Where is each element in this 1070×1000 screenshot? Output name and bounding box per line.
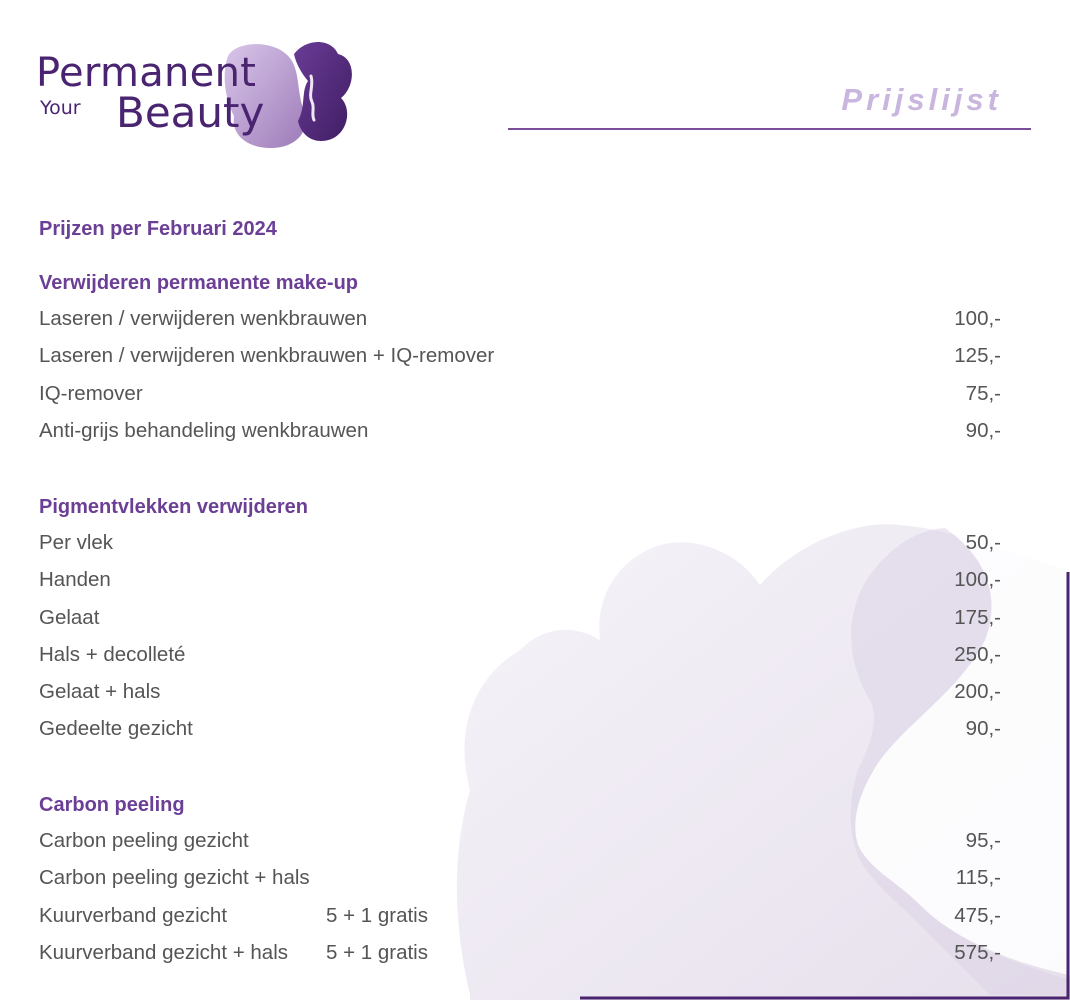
- service-price: 95,-: [965, 829, 1001, 852]
- price-row: [39, 381, 1005, 418]
- logo-text-your: Your: [40, 97, 81, 119]
- service-price: 100,-: [954, 568, 1001, 592]
- service-price: 125,-: [954, 344, 1001, 368]
- header-divider: [508, 128, 1031, 130]
- service-label: IQ-remover: [39, 381, 143, 405]
- service-label: Kuurverband gezicht: [39, 903, 228, 927]
- service-label: Handen: [39, 568, 111, 592]
- price-row: [39, 418, 1005, 455]
- section-carbon-peeling: [39, 792, 1005, 977]
- section-title: Verwijderen permanente make-up: [39, 272, 359, 294]
- section-title: Pigmentvlekken verwijderen: [39, 496, 309, 518]
- price-row: [39, 828, 1005, 865]
- service-label: Laseren / verwijderen wenkbrauwen + IQ-remover: [39, 344, 495, 368]
- page-title: Prijslijst: [841, 82, 1002, 117]
- price-date-heading: Prijzen per Februari 2024: [39, 218, 277, 240]
- service-label: Per vlek: [39, 531, 114, 554]
- price-row: [39, 940, 1005, 977]
- service-price: 115,-: [955, 866, 1001, 890]
- price-row: [39, 716, 1005, 753]
- section-title: Carbon peeling: [39, 794, 185, 816]
- price-row: [39, 642, 1005, 679]
- logo-text-beauty: Beauty: [116, 88, 265, 137]
- logo-text-permanent: Permanent: [36, 50, 257, 96]
- service-price: 175,-: [954, 605, 1001, 629]
- brand-logo: [36, 36, 366, 156]
- service-price: 475,-: [954, 903, 1001, 927]
- service-price: 250,-: [954, 642, 1001, 666]
- section-permanent-makeup-removal: [39, 270, 1005, 455]
- service-label: Carbon peeling gezicht + hals: [39, 866, 310, 890]
- service-price: 100,-: [954, 307, 1001, 330]
- service-price: 90,-: [965, 418, 1001, 442]
- price-row: [39, 903, 1005, 940]
- service-label: Gelaat: [39, 605, 100, 629]
- service-label: Carbon peeling gezicht: [39, 829, 249, 852]
- price-row: [39, 567, 1005, 604]
- service-price: 90,-: [965, 717, 1001, 741]
- service-price: 200,-: [954, 680, 1001, 704]
- section-pigment-spot-removal: [39, 494, 1005, 754]
- price-row: [39, 605, 1005, 642]
- service-label: Gedeelte gezicht: [39, 717, 193, 741]
- service-price: 75,-: [965, 381, 1001, 405]
- service-offer-note: 5 + 1 gratis: [326, 940, 428, 964]
- price-row: [39, 530, 1005, 567]
- service-offer-note: 5 + 1 gratis: [326, 903, 428, 927]
- service-price: 50,-: [965, 531, 1001, 554]
- service-label: Kuurverband gezicht + hals: [39, 940, 289, 964]
- service-label: Anti-grijs behandeling wenkbrauwen: [39, 418, 369, 442]
- price-row: [39, 306, 1005, 343]
- price-row: [39, 865, 1005, 902]
- service-price: 575,-: [954, 940, 1001, 964]
- price-row: [39, 343, 1005, 380]
- price-row: [39, 679, 1005, 716]
- service-label: Hals + decolleté: [39, 642, 186, 666]
- service-label: Gelaat + hals: [39, 680, 161, 704]
- service-label: Laseren / verwijderen wenkbrauwen: [39, 307, 368, 330]
